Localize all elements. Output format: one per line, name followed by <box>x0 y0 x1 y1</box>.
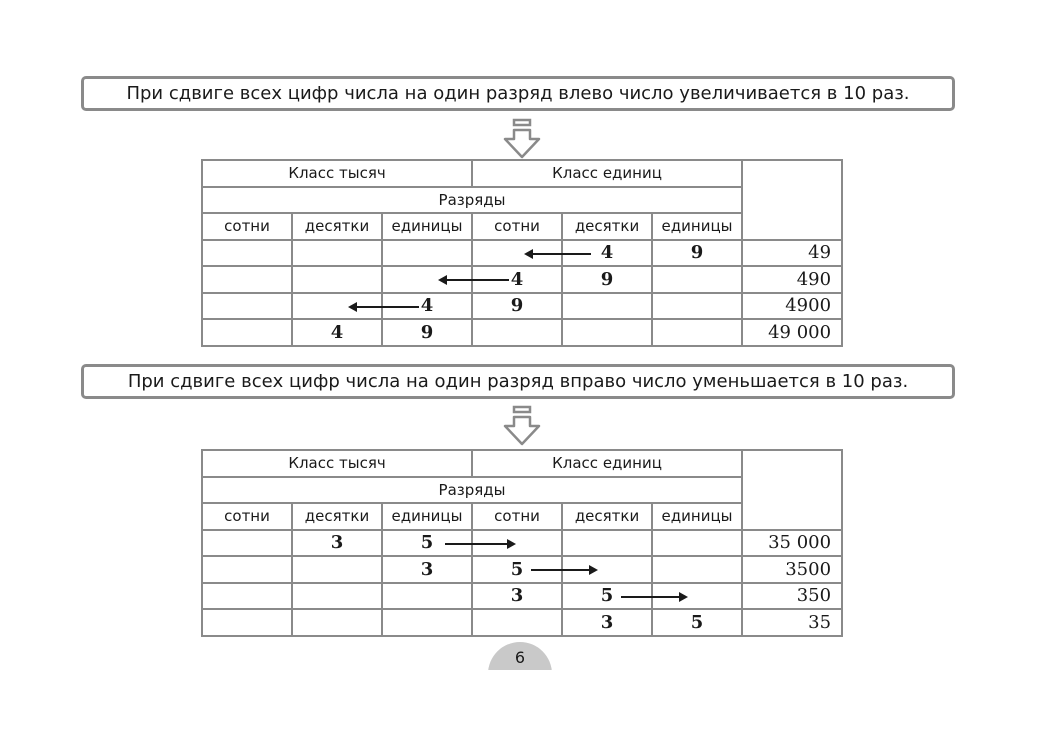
header-ranks: Разряды <box>202 477 742 504</box>
digit-cell <box>202 266 292 293</box>
digit-cell <box>292 293 382 320</box>
digit-cell <box>382 240 472 267</box>
down-arrow-icon <box>502 117 542 163</box>
number-cell: 35 000 <box>742 530 842 557</box>
number-cell: 3500 <box>742 556 842 583</box>
digit-cell <box>292 609 382 636</box>
header-class-units: Класс единиц <box>472 160 742 187</box>
number-cell: 490 <box>742 266 842 293</box>
header-col: сотни <box>472 213 562 240</box>
digit-cell: 4 <box>472 266 562 293</box>
digit-cell <box>202 583 292 610</box>
digit-cell <box>202 293 292 320</box>
digit-cell <box>562 319 652 346</box>
digit-cell <box>382 609 472 636</box>
number-cell: 35 <box>742 609 842 636</box>
digit-cell <box>202 530 292 557</box>
digit-cell <box>472 319 562 346</box>
digit-cell <box>562 530 652 557</box>
place-value-table-left <box>201 159 843 347</box>
digit-cell: 5 <box>652 609 742 636</box>
digit-cell <box>382 266 472 293</box>
digit-cell <box>202 609 292 636</box>
digit-cell: 9 <box>562 266 652 293</box>
digit-cell: 5 <box>562 583 652 610</box>
table-row <box>202 293 842 320</box>
rule-left-text: При сдвиге всех цифр числа на один разряд влево число увеличивается в 10 раз. <box>126 83 910 104</box>
header-blank <box>742 160 842 240</box>
header-class-thousands: Класс тысяч <box>202 450 472 477</box>
page-number-label: 6 <box>514 648 526 667</box>
header-blank <box>742 450 842 530</box>
header-col: единицы <box>652 503 742 530</box>
table-row <box>202 556 842 583</box>
digit-cell <box>472 240 562 267</box>
header-col: единицы <box>652 213 742 240</box>
digit-cell <box>292 240 382 267</box>
digit-cell: 3 <box>472 583 562 610</box>
table-row <box>202 266 842 293</box>
digit-cell <box>652 530 742 557</box>
digit-cell: 5 <box>472 556 562 583</box>
digit-cell <box>652 583 742 610</box>
table-row <box>202 530 842 557</box>
digit-cell <box>652 556 742 583</box>
digit-cell: 4 <box>382 293 472 320</box>
digit-cell: 3 <box>382 556 472 583</box>
digit-cell <box>562 556 652 583</box>
digit-cell <box>202 319 292 346</box>
digit-cell <box>292 583 382 610</box>
rule-right-shift <box>81 364 955 399</box>
digit-cell <box>382 583 472 610</box>
digit-cell <box>472 609 562 636</box>
rule-left-shift <box>81 76 955 111</box>
number-cell: 350 <box>742 583 842 610</box>
digit-cell: 3 <box>292 530 382 557</box>
digit-cell: 4 <box>292 319 382 346</box>
digit-cell <box>202 556 292 583</box>
header-col: единицы <box>382 503 472 530</box>
table-row <box>202 240 842 267</box>
header-col: сотни <box>202 503 292 530</box>
header-col: десятки <box>292 213 382 240</box>
number-cell: 49 <box>742 240 842 267</box>
header-col: десятки <box>562 213 652 240</box>
digit-cell <box>652 266 742 293</box>
digit-cell: 9 <box>652 240 742 267</box>
digit-cell: 5 <box>382 530 472 557</box>
digit-cell <box>652 319 742 346</box>
digit-cell: 4 <box>562 240 652 267</box>
header-class-thousands: Класс тысяч <box>202 160 472 187</box>
page-number-mask <box>480 670 560 730</box>
digit-cell <box>292 556 382 583</box>
table-row <box>202 609 842 636</box>
header-class-units: Класс единиц <box>472 450 742 477</box>
header-ranks: Разряды <box>202 187 742 214</box>
digit-cell: 3 <box>562 609 652 636</box>
down-arrow-icon <box>502 404 542 450</box>
header-col: десятки <box>292 503 382 530</box>
table-row <box>202 319 842 346</box>
digit-cell <box>562 293 652 320</box>
digit-cell <box>472 530 562 557</box>
digit-cell: 9 <box>382 319 472 346</box>
header-col: сотни <box>202 213 292 240</box>
digit-cell <box>652 293 742 320</box>
number-cell: 49 000 <box>742 319 842 346</box>
digit-cell <box>202 240 292 267</box>
place-value-table-right <box>201 449 843 637</box>
rule-right-text: При сдвиге всех цифр числа на один разряд вправо число уменьшается в 10 раз. <box>127 371 909 392</box>
table-row <box>202 583 842 610</box>
header-col: единицы <box>382 213 472 240</box>
header-col: сотни <box>472 503 562 530</box>
header-col: десятки <box>562 503 652 530</box>
digit-cell: 9 <box>472 293 562 320</box>
number-cell: 4900 <box>742 293 842 320</box>
digit-cell <box>292 266 382 293</box>
